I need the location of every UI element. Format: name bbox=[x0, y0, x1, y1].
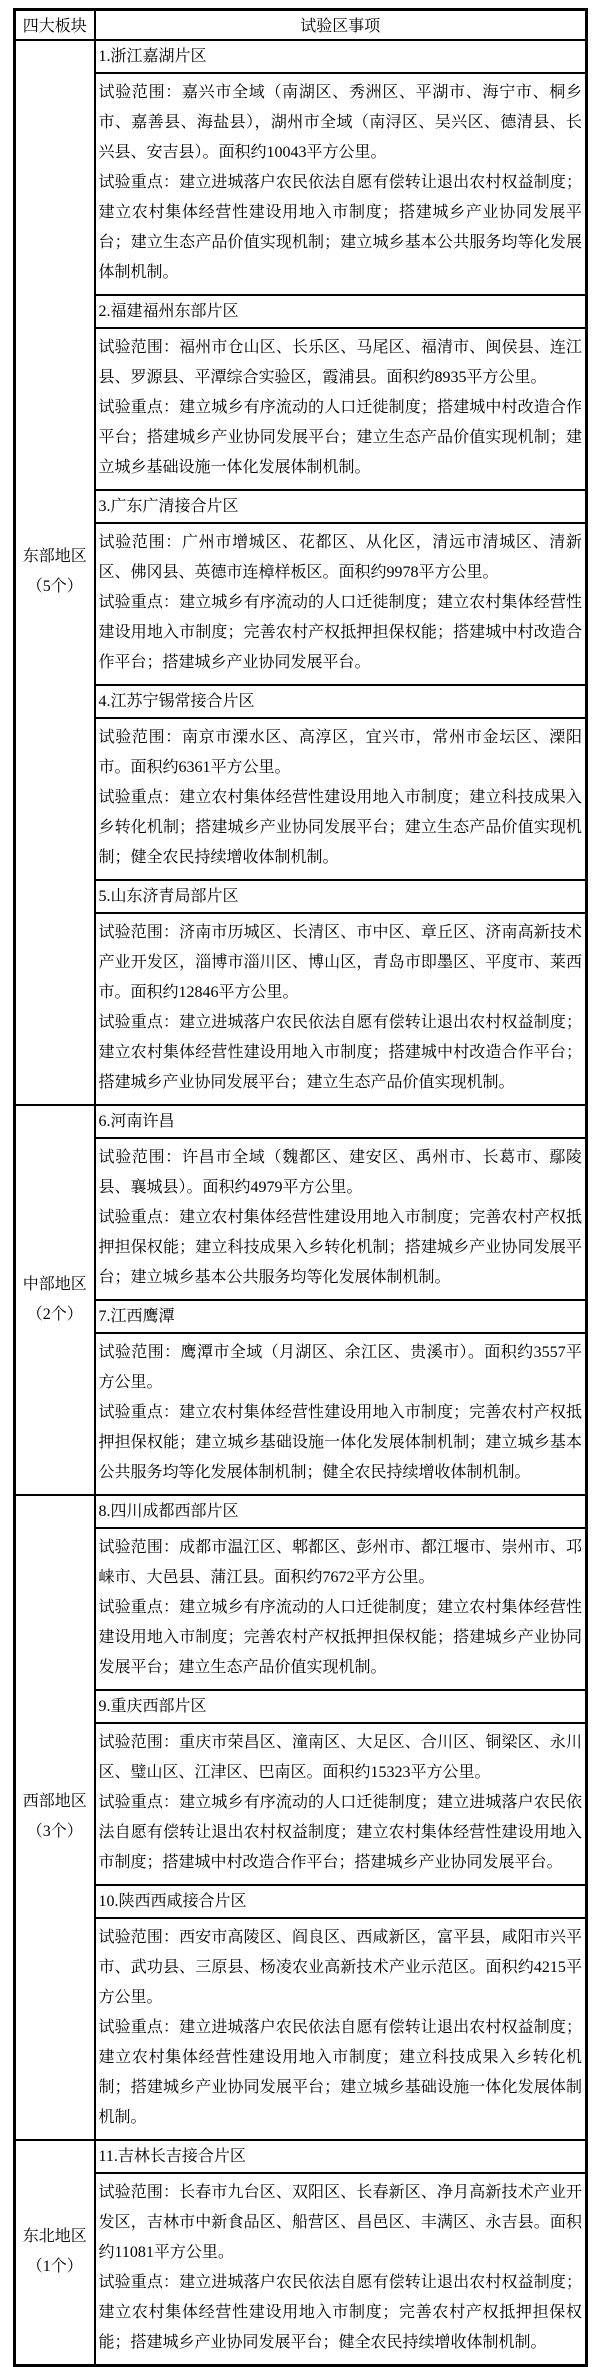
pilot-focus: 试验重点：建立进城落户农民依法自愿有偿转让退出农村权益制度；建立农村集体经营性建设用地入市制度；搭建城乡产业协同发展平台；建立生态产品价值实现机制；建立城乡基本公共服务均等化发展体制机制。 bbox=[98, 173, 582, 281]
pilot-content-row bbox=[15, 913, 587, 1105]
pilot-title-row bbox=[15, 685, 587, 718]
pilot-content-row bbox=[15, 73, 587, 295]
pilot-focus: 试验重点：建立进城落户农民依法自愿有偿转让退出农村权益制度；建立农村集体经营性建设用地入市制度；建立科技成果入乡转化机制；搭建城乡产业协同发展平台；建立城乡基础设施一体化发展体制机制。 bbox=[98, 2018, 582, 2126]
pilot-scope: 试验范围：济南市历城区、长清区、市中区、章丘区、济南高新技术产业开发区，淄博市淄川区、博山区，青岛市即墨区、平度市、莱西市。面积约12846平方公里。 bbox=[98, 923, 582, 1001]
pilot-content bbox=[95, 328, 587, 490]
pilot-content-row bbox=[15, 1138, 587, 1300]
pilot-focus: 试验重点：建立农村集体经营性建设用地入市制度；建立科技成果入乡转化机制；搭建城乡产业协同发展平台；建立生态产品价值实现机制；健全农民持续增收体制机制。 bbox=[98, 788, 582, 866]
pilot-content bbox=[95, 2173, 587, 2366]
pilot-scope: 试验范围：成都市温江区、郫都区、彭州市、都江堰市、崇州市、邛崃市、大邑县、蒲江县。面积约7672平方公里。 bbox=[98, 1538, 582, 1586]
pilot-title-row bbox=[15, 490, 587, 523]
pilot-focus: 试验重点：建立农村集体经营性建设用地入市制度；完善农村产权抵押担保权能；建立科技成果入乡转化机制；搭建城乡产业协同发展平台；建立城乡基本公共服务均等化发展体制机制。 bbox=[98, 1208, 582, 1286]
pilot-content-row bbox=[15, 1723, 587, 1885]
pilot-content bbox=[95, 523, 587, 685]
pilot-focus: 试验重点：建立城乡有序流动的人口迁徙制度；建立进城落户农民依法自愿有偿转让退出农村权益制度；建立农村集体经营性建设用地入市制度；搭建城中村改造合作平台；搭建城乡产业协同发展平台。 bbox=[98, 1793, 582, 1871]
region-name: 东部地区 bbox=[22, 548, 87, 565]
pilot-content-row bbox=[15, 523, 587, 685]
pilot-title-row bbox=[15, 2140, 587, 2173]
region-cell bbox=[15, 40, 95, 1105]
pilot-title: 7.江西鹰潭 bbox=[95, 1300, 587, 1333]
region-cell bbox=[15, 1105, 95, 1495]
pilot-title: 1.浙江嘉湖片区 bbox=[95, 40, 587, 73]
region-count: （3个） bbox=[26, 1823, 83, 1840]
pilot-focus: 试验重点：建立城乡有序流动的人口迁徙制度；建立农村集体经营性建设用地入市制度；完善农村产权抵押担保权能；搭建城乡产业协同发展平台；建立生态产品价值实现机制。 bbox=[98, 1598, 582, 1676]
pilot-title: 9.重庆西部片区 bbox=[95, 1690, 587, 1723]
region-count: （2个） bbox=[26, 1305, 83, 1323]
pilot-scope: 试验范围：福州市仓山区、长乐区、马尾区、福清市、闽侯县、连江县、罗源县、平潭综合实验区，霞浦县。面积约8935平方公里。 bbox=[98, 338, 582, 386]
pilot-title-row bbox=[15, 1885, 587, 1918]
pilot-content bbox=[95, 1333, 587, 1495]
region-name: 西部地区 bbox=[22, 1793, 87, 1810]
pilot-title: 11.吉林长吉接合片区 bbox=[95, 2140, 587, 2173]
pilot-content-row bbox=[15, 1918, 587, 2140]
pilot-content-row bbox=[15, 1333, 587, 1495]
region-name: 中部地区 bbox=[22, 1275, 87, 1293]
pilot-title: 8.四川成都西部片区 bbox=[95, 1495, 587, 1528]
pilot-content bbox=[95, 718, 587, 880]
pilot-title-row bbox=[15, 1495, 587, 1528]
region-cell bbox=[15, 2140, 95, 2366]
pilot-title: 2.福建福州东部片区 bbox=[95, 295, 587, 328]
pilot-title-row bbox=[15, 880, 587, 913]
pilot-zones-table bbox=[13, 8, 588, 2367]
pilot-title-row bbox=[15, 295, 587, 328]
pilot-scope: 试验范围：长春市九台区、双阳区、长春新区、净月高新技术产业开发区，吉林市中新食品区、船营区、昌邑区、丰满区、永吉县。面积约11081平方公里。 bbox=[98, 2183, 582, 2261]
pilot-title: 6.河南许昌 bbox=[95, 1105, 587, 1138]
pilot-scope: 试验范围：重庆市荣昌区、潼南区、大足区、合川区、铜梁区、永川区、璧山区、江津区、巴南区。面积约15323平方公里。 bbox=[98, 1733, 582, 1781]
region-count: （5个） bbox=[26, 578, 83, 595]
region-cell bbox=[15, 1495, 95, 2140]
pilot-title: 4.江苏宁锡常接合片区 bbox=[95, 685, 587, 718]
pilot-focus: 试验重点：建立进城落户农民依法自愿有偿转让退出农村权益制度；建立农村集体经营性建设用地入市制度；搭建城中村改造合作平台；搭建城乡产业协同发展平台；建立生态产品价值实现机制。 bbox=[98, 1013, 582, 1091]
pilot-title-row bbox=[15, 40, 587, 73]
pilot-title-row bbox=[15, 1300, 587, 1333]
pilot-content bbox=[95, 1528, 587, 1690]
pilot-scope: 试验范围：南京市溧水区、高淳区，宜兴市，常州市金坛区、溧阳市。面积约6361平方公里。 bbox=[98, 728, 582, 776]
region-count: （1个） bbox=[26, 2258, 83, 2275]
pilot-content-row bbox=[15, 1528, 587, 1690]
pilot-content bbox=[95, 1723, 587, 1885]
table-header-row bbox=[15, 10, 587, 40]
header-cell-blocks: 四大板块 bbox=[15, 10, 95, 40]
pilot-content bbox=[95, 73, 587, 295]
pilot-title-row bbox=[15, 1105, 587, 1138]
pilot-scope: 试验范围：广州市增城区、花都区、从化区，清远市清城区、清新区、佛冈县、英德市连樟样板区。面积约9978平方公里。 bbox=[98, 533, 582, 581]
pilot-focus: 试验重点：建立城乡有序流动的人口迁徙制度；搭建城中村改造合作平台；搭建城乡产业协同发展平台；建立生态产品价值实现机制；建立城乡基础设施一体化发展体制机制。 bbox=[98, 398, 582, 476]
pilot-focus: 试验重点：建立进城落户农民依法自愿有偿转让退出农村权益制度；建立农村集体经营性建设用地入市制度；完善农村产权抵押担保权能；搭建城乡产业协同发展平台；健全农民持续增收体制机制。 bbox=[98, 2273, 582, 2351]
region-name: 东北地区 bbox=[22, 2228, 87, 2245]
pilot-content-row bbox=[15, 328, 587, 490]
pilot-content bbox=[95, 913, 587, 1105]
pilot-focus: 试验重点：建立农村集体经营性建设用地入市制度；完善农村产权抵押担保权能；建立城乡基础设施一体化发展体制机制；建立城乡基本公共服务均等化发展体制机制；健全农民持续增收体制机制。 bbox=[98, 1403, 582, 1481]
pilot-scope: 试验范围：鹰潭市全域（月湖区、余江区、贵溪市）。面积约3557平方公里。 bbox=[98, 1343, 582, 1391]
pilot-title: 10.陕西西咸接合片区 bbox=[95, 1885, 587, 1918]
pilot-content bbox=[95, 1138, 587, 1300]
table-body bbox=[15, 40, 587, 2366]
pilot-content bbox=[95, 1918, 587, 2140]
pilot-title: 3.广东广清接合片区 bbox=[95, 490, 587, 523]
header-cell-items: 试验区事项 bbox=[95, 10, 587, 40]
pilot-content-row bbox=[15, 2173, 587, 2366]
pilot-content-row bbox=[15, 718, 587, 880]
pilot-title-row bbox=[15, 1690, 587, 1723]
pilot-scope: 试验范围：西安市高陵区、阎良区、西咸新区，富平县，咸阳市兴平市、武功县、三原县、杨凌农业高新技术产业示范区。面积约4215平方公里。 bbox=[98, 1928, 582, 2006]
pilot-focus: 试验重点：建立城乡有序流动的人口迁徙制度；建立农村集体经营性建设用地入市制度；完善农村产权抵押担保权能；搭建城中村改造合作平台；搭建城乡产业协同发展平台。 bbox=[98, 593, 582, 671]
pilot-scope: 试验范围：许昌市全域（魏都区、建安区、禹州市、长葛市、鄢陵县、襄城县）。面积约4979平方公里。 bbox=[98, 1148, 582, 1196]
pilot-title: 5.山东济青局部片区 bbox=[95, 880, 587, 913]
pilot-scope: 试验范围：嘉兴市全域（南湖区、秀洲区、平湖市、海宁市、桐乡市、嘉善县、海盐县），湖州市全域（南浔区、吴兴区、德清县、长兴县、安吉县）。面积约10043平方公里。 bbox=[98, 83, 582, 161]
